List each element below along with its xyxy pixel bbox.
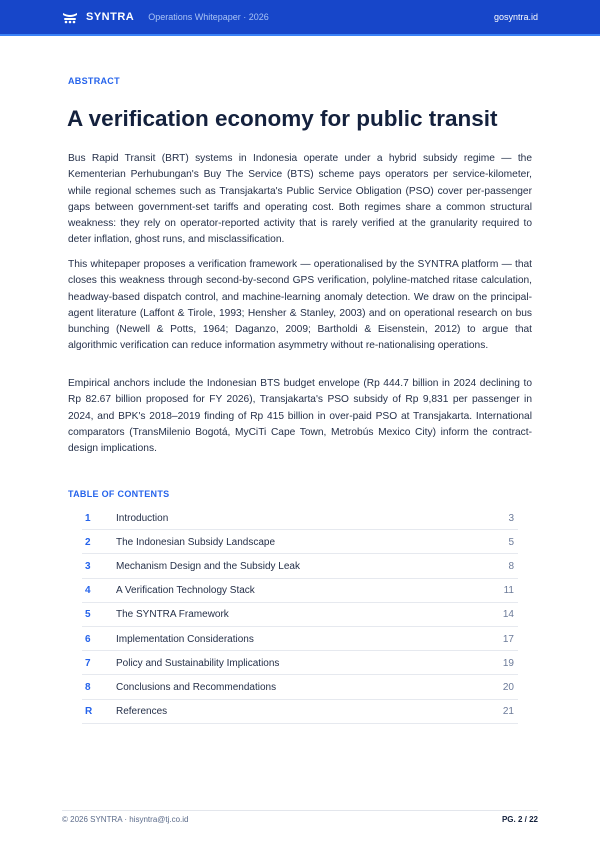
toc-item-page: 3: [508, 512, 514, 524]
abstract-label: ABSTRACT: [68, 76, 120, 86]
toc-item[interactable]: [82, 604, 518, 627]
toc-item-page: 17: [502, 633, 514, 645]
toc-item[interactable]: [82, 580, 518, 603]
toc-item-page: 14: [502, 609, 514, 621]
toc-item-page: 20: [502, 681, 514, 693]
toc-item[interactable]: [82, 507, 518, 530]
document-subtitle: Operations Whitepaper · 2026: [148, 12, 269, 22]
bus-logo-icon: [62, 10, 78, 24]
page-header: [0, 0, 600, 36]
toc-item-number: R: [85, 706, 93, 718]
toc-item-number: 1: [85, 512, 91, 524]
toc-item-page: 11: [503, 585, 514, 597]
toc-item-number: 7: [85, 657, 91, 669]
toc-item[interactable]: [82, 652, 518, 675]
toc-item-title: The SYNTRA Framework: [116, 609, 229, 621]
toc-item[interactable]: [82, 628, 518, 651]
abstract-paragraph-3: Empirical anchors include the Indonesian BTS budget envelope (Rp 444.7 billion in 2024 declining to Rp 82.67 billion proposed for FY 2026), Transjakarta's PSO subsidy of Rp 9,831 per passenger in 2024, and BPK's 2018–2019 finding of Rp 415 billion in over-paid PSO at Transjakarta. International comparators (TransMilenio Bogotá, MyCiTi Cape Town, Metrobús Mexico City) inform the contract-design implications.: [68, 378, 532, 455]
toc-item-page: 21: [502, 706, 514, 718]
abstract-paragraph-1: Bus Rapid Transit (BRT) systems in Indonesia operate under a hybrid subsidy regime — the Kementerian Perhubungan's Buy The Service (BTS) scheme pays operators per service-kilometer, while regional schemes such as Transjakarta's Public Service Obligation (PSO) cover per-passenger gaps between government-set tariffs and operating cost. Both regimes share a common structural weakness: they rely on operator-reported activity that is rarely verified at the granularity required to deter inflation, ghost runs, and misclassification.: [68, 153, 532, 246]
toc-item-title: References: [116, 706, 168, 718]
page-number: PG. 2 / 22: [501, 815, 538, 824]
toc-item-number: 4: [85, 585, 91, 597]
toc-item-title: Introduction: [116, 512, 169, 524]
toc-item-title: Policy and Sustainability Implications: [116, 657, 280, 669]
toc-item-page: 8: [508, 560, 514, 572]
footer-divider: [62, 810, 538, 811]
table-of-contents: [82, 507, 518, 725]
toc-item-title: Conclusions and Recommendations: [116, 681, 277, 693]
toc-item-number: 3: [85, 560, 91, 572]
toc-item-number: 6: [85, 633, 91, 645]
toc-item-title: The Indonesian Subsidy Landscape: [116, 536, 276, 548]
toc-item-page: 5: [508, 536, 514, 548]
toc-item[interactable]: [82, 555, 518, 578]
toc-item[interactable]: [82, 531, 518, 554]
footer-copyright: © 2026 SYNTRA · hisyntra@tj.co.id: [62, 815, 189, 824]
toc-item[interactable]: [82, 701, 518, 724]
website-link[interactable]: gosyntra.id: [493, 12, 538, 22]
page-title: A verification economy for public transit: [67, 106, 498, 131]
brand-name: SYNTRA: [86, 11, 135, 23]
abstract-paragraph-2: This whitepaper proposes a verification framework — operationalised by the SYNTRA platform — that closes this weakness through second-by-second GPS verification, polyline-matched ritase calculation, headway-based dispatch control, and machine-learning anomaly detection. We draw on the principal-agent literature (Laffont & Tirole, 1993; Hensher & Stanley, 2003) and on operational research on bus bunching (Newell & Potts, 1964; Daganzo, 2009; Bartholdi & Eisenstein, 2012) to argue that algorithmic verification can reduce information asymmetry without re-nationalising operations.: [68, 259, 532, 352]
toc-item-number: 8: [85, 681, 91, 693]
toc-item[interactable]: [82, 676, 518, 699]
toc-item-title: Implementation Considerations: [116, 633, 254, 645]
toc-item-number: 5: [85, 609, 91, 621]
toc-label: TABLE OF CONTENTS: [68, 489, 170, 499]
toc-item-title: A Verification Technology Stack: [116, 585, 255, 597]
toc-item-title: Mechanism Design and the Subsidy Leak: [116, 560, 300, 572]
toc-item-page: 19: [502, 657, 514, 669]
toc-item-number: 2: [85, 536, 91, 548]
